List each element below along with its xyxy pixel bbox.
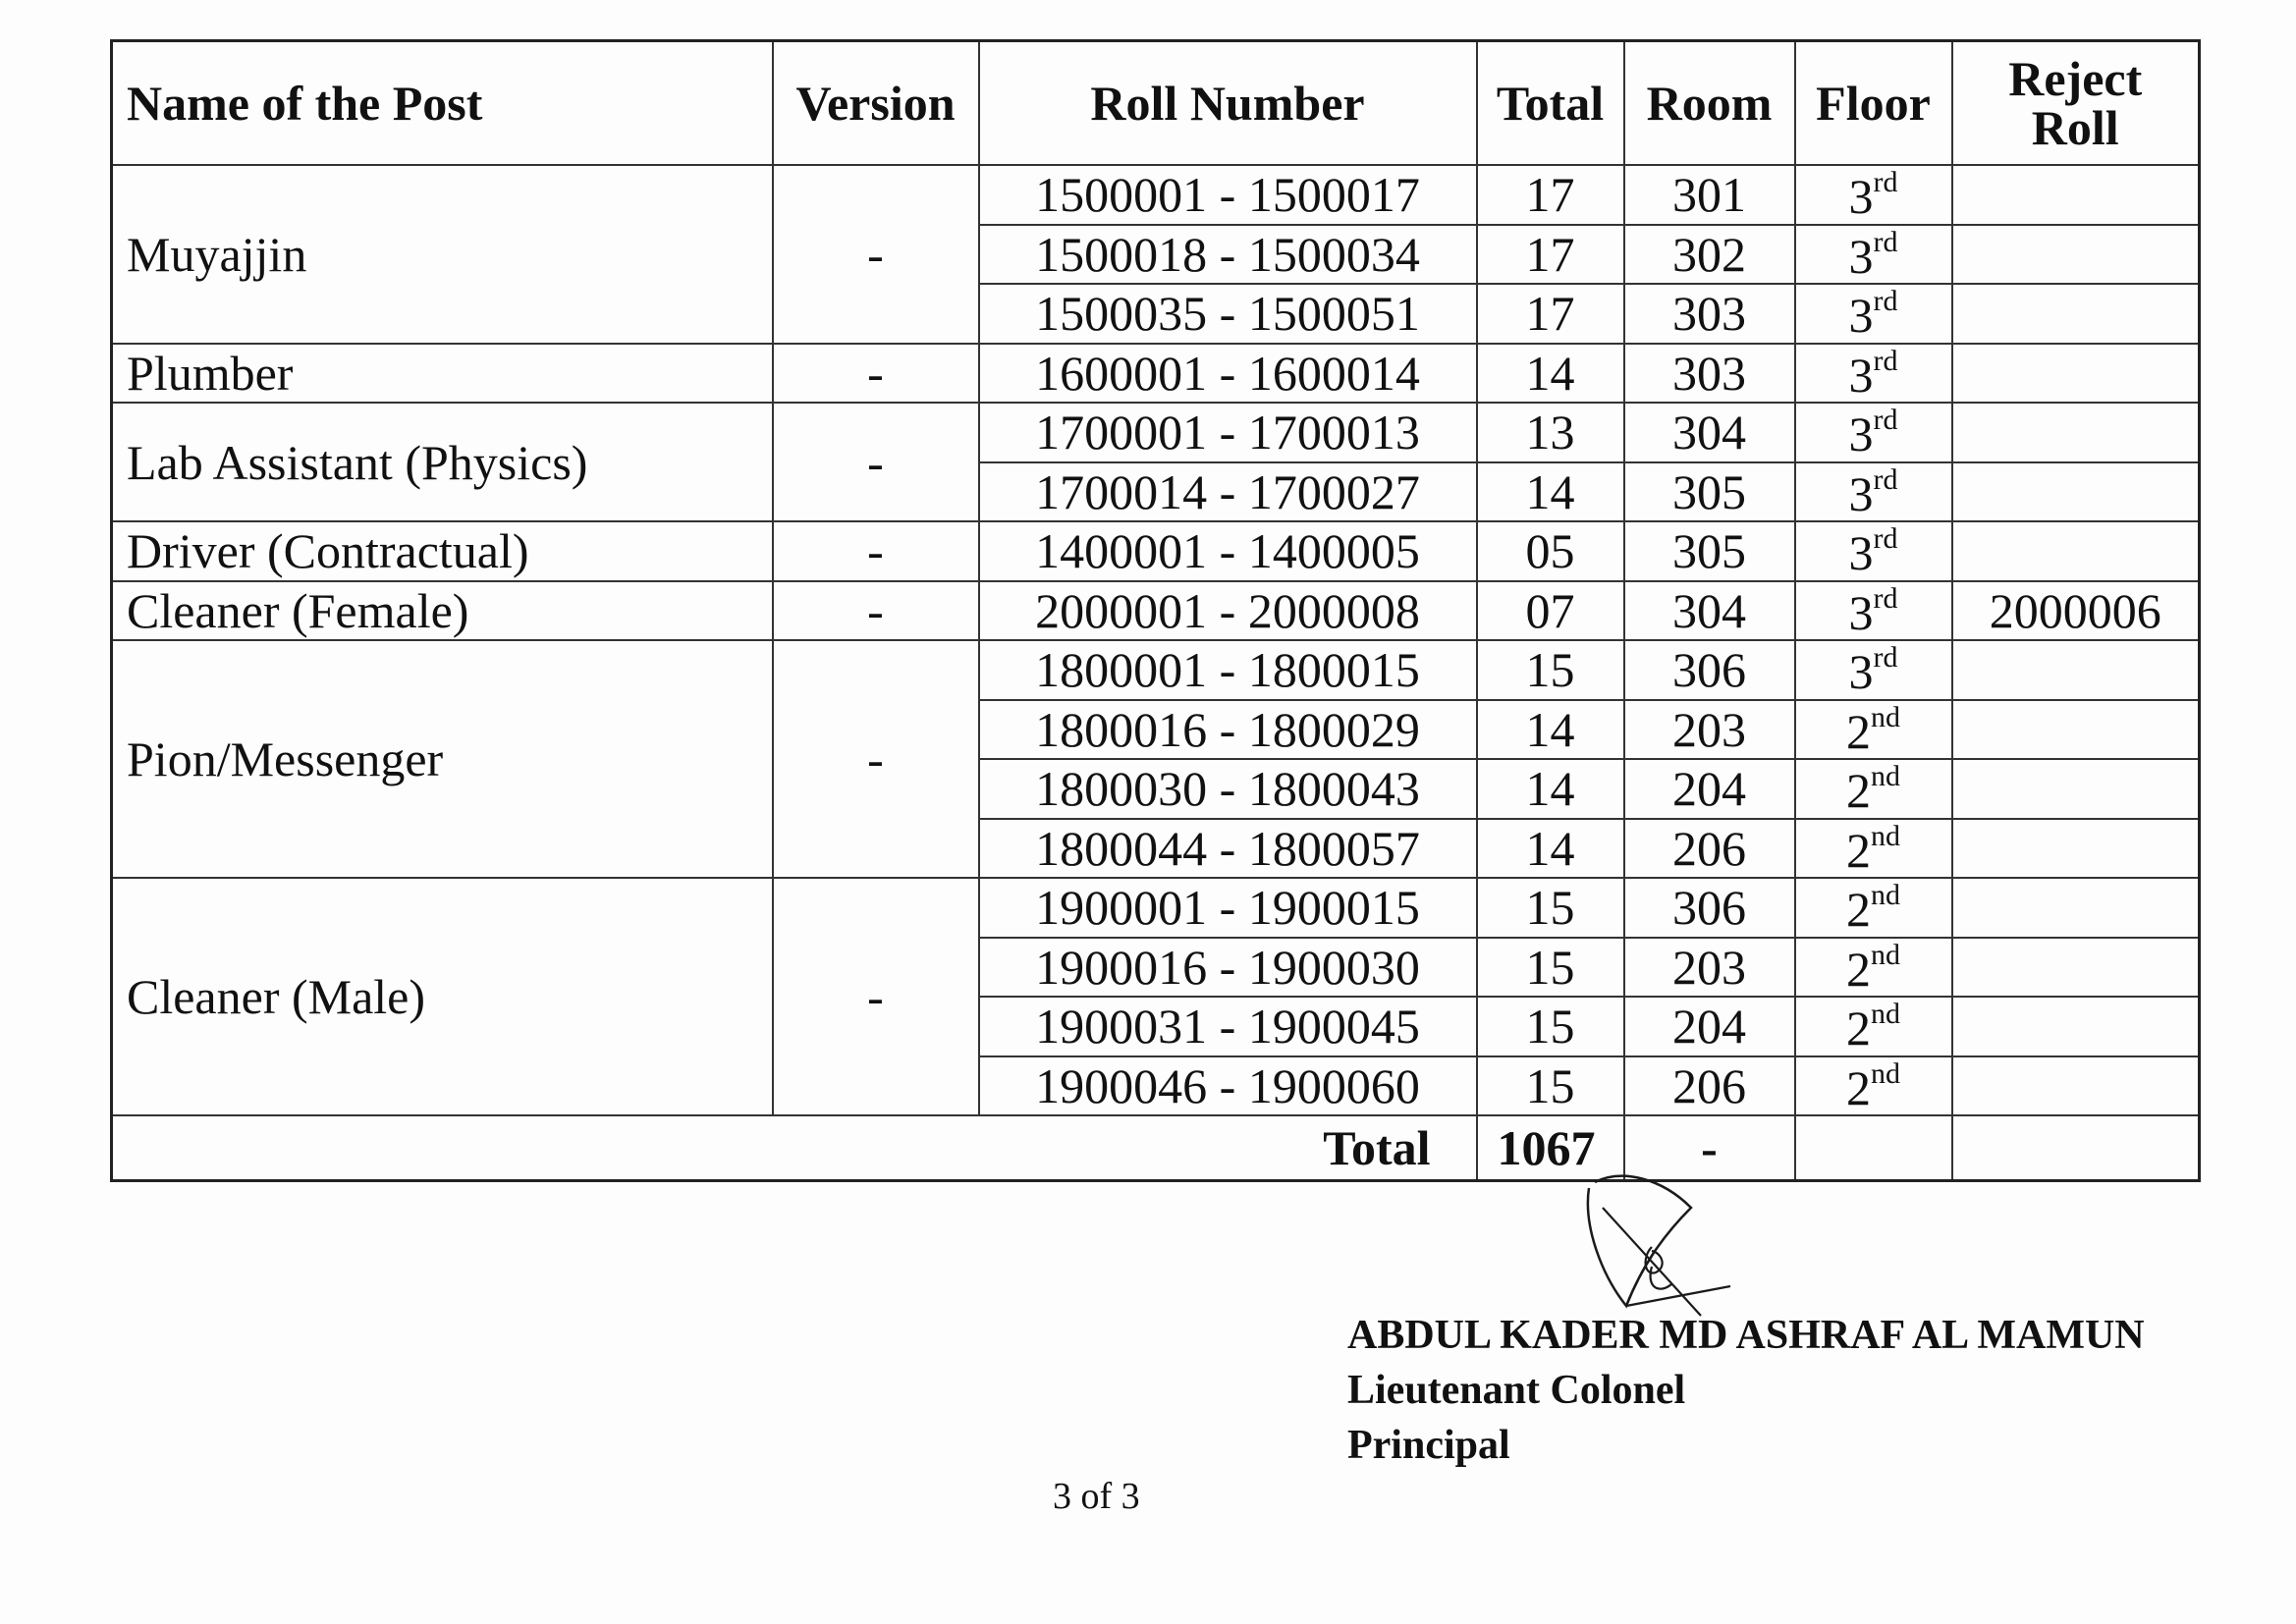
floor-cell bbox=[1795, 938, 1952, 998]
post-name-cell: Lab Assistant (Physics) bbox=[112, 403, 773, 521]
floor-cell bbox=[1795, 284, 1952, 344]
signatory-name: ABDUL KADER MD ASHRAF AL MAMUN bbox=[1347, 1313, 2145, 1358]
floor-number: 3 bbox=[1848, 347, 1874, 403]
room-cell: 203 bbox=[1624, 938, 1795, 998]
total-cell: 14 bbox=[1477, 759, 1624, 819]
floor-number: 2 bbox=[1846, 941, 1871, 997]
roll-number-cell: 1900046 - 1900060 bbox=[979, 1056, 1477, 1116]
total-row bbox=[112, 1115, 2200, 1181]
floor-ordinal-suffix: nd bbox=[1871, 998, 1900, 1031]
floor-cell bbox=[1795, 700, 1952, 760]
total-cell: 17 bbox=[1477, 225, 1624, 285]
room-cell: 306 bbox=[1624, 640, 1795, 700]
roll-number-cell: 1900001 - 1900015 bbox=[979, 878, 1477, 938]
total-label: Total bbox=[112, 1115, 1477, 1181]
total-cell: 15 bbox=[1477, 878, 1624, 938]
roll-number-cell: 1800016 - 1800029 bbox=[979, 700, 1477, 760]
roll-number-cell: 1500035 - 1500051 bbox=[979, 284, 1477, 344]
floor-ordinal-suffix: nd bbox=[1871, 760, 1900, 793]
post-name-cell: Plumber bbox=[112, 344, 773, 404]
floor-ordinal-suffix: rd bbox=[1873, 581, 1898, 615]
floor-ordinal-suffix: rd bbox=[1873, 225, 1898, 258]
room-cell: 204 bbox=[1624, 759, 1795, 819]
version-cell: - bbox=[773, 878, 979, 1115]
floor-cell bbox=[1795, 640, 1952, 700]
room-cell: 301 bbox=[1624, 165, 1795, 225]
room-cell: 304 bbox=[1624, 581, 1795, 641]
table-row bbox=[112, 403, 2200, 462]
roll-number-cell: 1400001 - 1400005 bbox=[979, 521, 1477, 581]
floor-number: 3 bbox=[1848, 406, 1874, 462]
reject-roll-cell bbox=[1952, 938, 2200, 998]
post-name-cell: Muyajjin bbox=[112, 165, 773, 344]
room-cell: 302 bbox=[1624, 225, 1795, 285]
total-cell: 14 bbox=[1477, 819, 1624, 879]
floor-ordinal-suffix: rd bbox=[1873, 344, 1898, 377]
reject-roll-cell bbox=[1952, 284, 2200, 344]
roll-number-cell: 2000001 - 2000008 bbox=[979, 581, 1477, 641]
reject-roll-cell bbox=[1952, 165, 2200, 225]
total-cell: 17 bbox=[1477, 284, 1624, 344]
roll-number-cell: 1700001 - 1700013 bbox=[979, 403, 1477, 462]
floor-number: 2 bbox=[1846, 822, 1871, 878]
floor-ordinal-suffix: nd bbox=[1871, 819, 1900, 852]
table-row bbox=[112, 640, 2200, 700]
header-total: Total bbox=[1477, 41, 1624, 166]
signatory-designation: Principal bbox=[1347, 1423, 1510, 1468]
floor-number: 3 bbox=[1848, 525, 1874, 581]
roll-number-cell: 1900031 - 1900045 bbox=[979, 997, 1477, 1056]
room-cell: 303 bbox=[1624, 284, 1795, 344]
floor-number: 3 bbox=[1848, 584, 1874, 640]
floor-ordinal-suffix: rd bbox=[1873, 285, 1898, 318]
reject-roll-cell bbox=[1952, 462, 2200, 522]
total-cell: 15 bbox=[1477, 1056, 1624, 1116]
table-row bbox=[112, 521, 2200, 581]
reject-roll-cell bbox=[1952, 225, 2200, 285]
room-cell: 303 bbox=[1624, 344, 1795, 404]
reject-roll-cell bbox=[1952, 521, 2200, 581]
header-room: Room bbox=[1624, 41, 1795, 166]
reject-roll-cell bbox=[1952, 403, 2200, 462]
floor-cell bbox=[1795, 819, 1952, 879]
floor-cell bbox=[1795, 759, 1952, 819]
reject-roll-cell: 2000006 bbox=[1952, 581, 2200, 641]
total-reject-cell bbox=[1952, 1115, 2200, 1181]
floor-number: 2 bbox=[1846, 1001, 1871, 1056]
room-cell: 203 bbox=[1624, 700, 1795, 760]
total-cell: 15 bbox=[1477, 640, 1624, 700]
total-cell: 17 bbox=[1477, 165, 1624, 225]
page-number: 3 of 3 bbox=[1053, 1476, 1140, 1517]
reject-roll-cell bbox=[1952, 819, 2200, 879]
room-cell: 206 bbox=[1624, 819, 1795, 879]
version-cell: - bbox=[773, 403, 979, 521]
total-cell: 07 bbox=[1477, 581, 1624, 641]
reject-roll-cell bbox=[1952, 997, 2200, 1056]
floor-number: 3 bbox=[1848, 169, 1874, 225]
room-cell: 306 bbox=[1624, 878, 1795, 938]
version-cell: - bbox=[773, 581, 979, 641]
floor-ordinal-suffix: rd bbox=[1873, 522, 1898, 556]
room-cell: 204 bbox=[1624, 997, 1795, 1056]
version-cell: - bbox=[773, 344, 979, 404]
header-roll-number: Roll Number bbox=[979, 41, 1477, 166]
floor-ordinal-suffix: nd bbox=[1871, 879, 1900, 912]
reject-roll-cell bbox=[1952, 700, 2200, 760]
header-floor: Floor bbox=[1795, 41, 1952, 166]
table-body bbox=[112, 165, 2200, 1181]
signatory-block bbox=[1347, 1308, 2145, 1473]
version-cell: - bbox=[773, 165, 979, 344]
floor-cell bbox=[1795, 165, 1952, 225]
header-reject-line1: Reject bbox=[2008, 51, 2143, 106]
floor-cell bbox=[1795, 403, 1952, 462]
header-reject-roll bbox=[1952, 41, 2200, 166]
header-name-of-post: Name of the Post bbox=[112, 41, 773, 166]
floor-ordinal-suffix: rd bbox=[1873, 641, 1898, 675]
post-name-cell: Cleaner (Female) bbox=[112, 581, 773, 641]
table-row bbox=[112, 165, 2200, 225]
floor-number: 2 bbox=[1846, 763, 1871, 819]
reject-roll-cell bbox=[1952, 640, 2200, 700]
total-cell: 14 bbox=[1477, 462, 1624, 522]
reject-roll-cell bbox=[1952, 344, 2200, 404]
floor-number: 3 bbox=[1848, 228, 1874, 284]
floor-ordinal-suffix: rd bbox=[1873, 404, 1898, 437]
floor-ordinal-suffix: rd bbox=[1873, 462, 1898, 496]
seat-plan-table bbox=[110, 39, 2201, 1182]
room-cell: 305 bbox=[1624, 462, 1795, 522]
roll-number-cell: 1500018 - 1500034 bbox=[979, 225, 1477, 285]
total-cell: 13 bbox=[1477, 403, 1624, 462]
floor-number: 2 bbox=[1846, 703, 1871, 759]
post-name-cell: Cleaner (Male) bbox=[112, 878, 773, 1115]
header-reject-line2: Roll bbox=[2031, 100, 2119, 155]
floor-cell bbox=[1795, 1056, 1952, 1116]
total-cell: 14 bbox=[1477, 700, 1624, 760]
floor-ordinal-suffix: nd bbox=[1871, 700, 1900, 733]
roll-number-cell: 1900016 - 1900030 bbox=[979, 938, 1477, 998]
header-version: Version bbox=[773, 41, 979, 166]
roll-number-cell: 1800030 - 1800043 bbox=[979, 759, 1477, 819]
roll-number-cell: 1800044 - 1800057 bbox=[979, 819, 1477, 879]
table-header-row bbox=[112, 41, 2200, 166]
roll-number-cell: 1800001 - 1800015 bbox=[979, 640, 1477, 700]
roll-number-cell: 1700014 - 1700027 bbox=[979, 462, 1477, 522]
room-cell: 304 bbox=[1624, 403, 1795, 462]
total-floor-cell bbox=[1795, 1115, 1952, 1181]
floor-number: 3 bbox=[1848, 644, 1874, 700]
post-name-cell: Driver (Contractual) bbox=[112, 521, 773, 581]
floor-cell bbox=[1795, 462, 1952, 522]
floor-cell bbox=[1795, 581, 1952, 641]
floor-number: 3 bbox=[1848, 288, 1874, 344]
signatory-rank: Lieutenant Colonel bbox=[1347, 1368, 1686, 1413]
floor-cell bbox=[1795, 521, 1952, 581]
total-cell: 05 bbox=[1477, 521, 1624, 581]
table-row bbox=[112, 344, 2200, 404]
total-cell: 14 bbox=[1477, 344, 1624, 404]
floor-cell bbox=[1795, 225, 1952, 285]
post-name-cell: Pion/Messenger bbox=[112, 640, 773, 878]
room-cell: 305 bbox=[1624, 521, 1795, 581]
version-cell: - bbox=[773, 521, 979, 581]
roll-number-cell: 1600001 - 1600014 bbox=[979, 344, 1477, 404]
table-row bbox=[112, 581, 2200, 641]
floor-ordinal-suffix: rd bbox=[1873, 166, 1898, 199]
floor-number: 2 bbox=[1846, 882, 1871, 938]
room-cell: 206 bbox=[1624, 1056, 1795, 1116]
floor-ordinal-suffix: nd bbox=[1871, 938, 1900, 971]
total-room-cell: - bbox=[1624, 1115, 1795, 1181]
floor-number: 3 bbox=[1848, 465, 1874, 521]
table-row bbox=[112, 878, 2200, 938]
reject-roll-cell bbox=[1952, 759, 2200, 819]
floor-cell bbox=[1795, 878, 1952, 938]
grand-total-value: 1067 bbox=[1477, 1115, 1624, 1181]
floor-number: 2 bbox=[1846, 1059, 1871, 1115]
total-cell: 15 bbox=[1477, 938, 1624, 998]
floor-cell bbox=[1795, 344, 1952, 404]
floor-ordinal-suffix: nd bbox=[1871, 1056, 1900, 1090]
floor-cell bbox=[1795, 997, 1952, 1056]
reject-roll-cell bbox=[1952, 878, 2200, 938]
version-cell: - bbox=[773, 640, 979, 878]
reject-roll-cell bbox=[1952, 1056, 2200, 1116]
total-cell: 15 bbox=[1477, 997, 1624, 1056]
roll-number-cell: 1500001 - 1500017 bbox=[979, 165, 1477, 225]
